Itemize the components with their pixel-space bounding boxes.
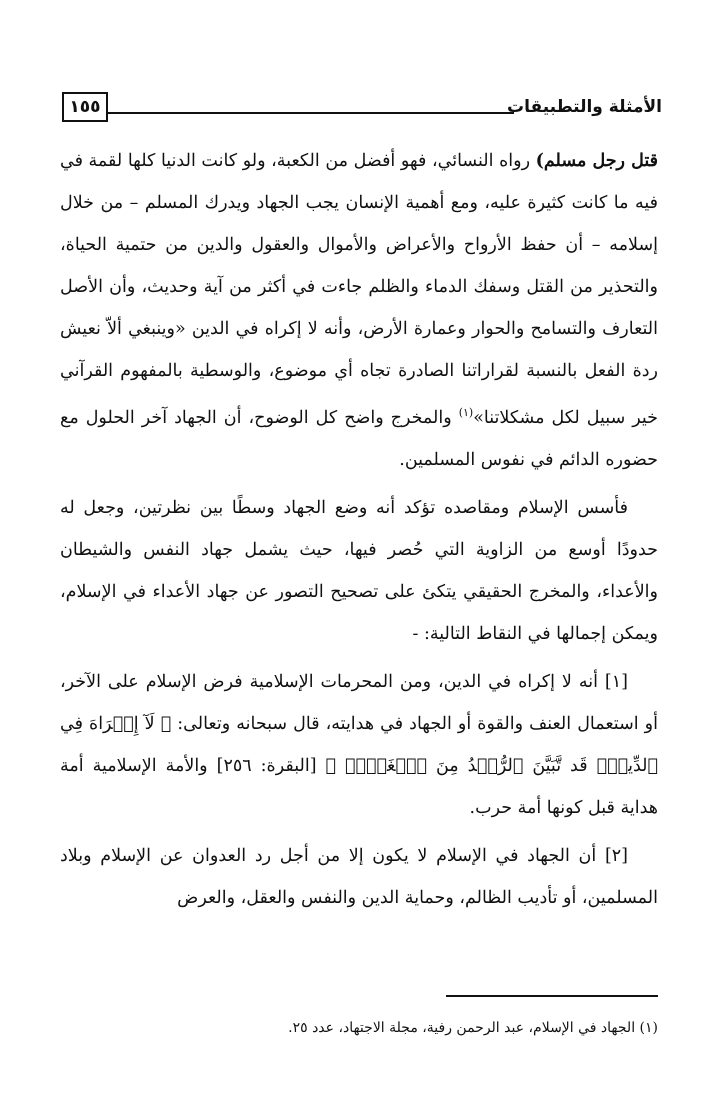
running-header bbox=[62, 92, 662, 128]
paragraph-1-text-after: والمخرج واضح كل الوضوح، أن الجهاد آخر الحلول مع حضوره الدائم في نفوس المسلمين. bbox=[60, 407, 658, 470]
paragraph-2: فأسس الإسلام ومقاصده تؤكد أنه وضع الجهاد وسطًا بين نظرتين، وجعل له حدودًا أوسع من الزاوية التي حُصر فيها، حيث يشمل جهاد النفس والشيطان والأعداء، والمخرج الحقيقي يتكئ على تصحيح التصور عن جهاد الأعداء في الإسلام، ويمكن إجمالها في النقاط التالية: - bbox=[60, 497, 658, 644]
paragraph-3-text-after: والأمة الإسلامية أمة هداية قبل كونها أمة حرب. bbox=[60, 755, 658, 818]
header-rule bbox=[108, 112, 514, 114]
paragraph-3-text: [١] أنه لا إكراه في الدين، ومن المحرمات الإسلامية فرض الإسلام على الآخر، أو استعمال العنف والقوة أو الجهاد في هدايته، قال سبحانه وتعالى: bbox=[60, 671, 658, 734]
paragraph-4: [٢] أن الجهاد في الإسلام لا يكون إلا من أجل رد العدوان عن الإسلام وبلاد المسلمين، أو تأديب الظالم، وحماية الدين والنفس والعقل، والعرض bbox=[60, 845, 658, 908]
chapter-title: الأمثلة والتطبيقات bbox=[507, 97, 662, 117]
quran-verse: ﴿ لَآ إِكۡرَاهَ فِي ٱلدِّينِۖ قَد تَّبَيَّنَ ٱلرُّشۡدُ مِنَ ٱلۡغَيِّۚ ﴾ bbox=[60, 713, 658, 776]
page-number: ١٥٥ bbox=[62, 92, 108, 122]
footnote-marker: (١) bbox=[458, 406, 474, 419]
paragraph-1 bbox=[60, 140, 658, 481]
main-text bbox=[60, 140, 658, 919]
verse-reference: [البقرة: ٢٥٦] bbox=[207, 755, 326, 776]
bold-lead: قتل رجل مسلم) bbox=[535, 151, 659, 171]
paragraph-3 bbox=[60, 661, 658, 829]
footnote: (١) الجهاد في الإسلام، عبد الرحمن رفية، مجلة الاجتهاد، عدد ٢٥. bbox=[288, 1020, 658, 1036]
footnote-rule bbox=[446, 995, 658, 997]
paragraph-1-text: رواه النسائي، فهو أفضل من الكعبة، ولو كانت الدنيا كلها لقمة في فيه ما كانت كثيرة عليه، ومع أهمية الإنسان يجب الجهاد ويدرك المسلم – من خلال إسلامه – أن حفظ الأرواح والأعراض والأموال والعقول والدين من حتمية الحياة، والتحذير من القتل وسفك الدماء والظلم جاءت في أكثر من آية وحديث، وأن الأصل التعارف والتسامح والحوار وعمارة الأرض، وأنه لا إكراه في الدين «وينبغي ألاّ نعيش ردة الفعل بالنسبة لقراراتنا الصادرة تجاه أي موضوع، والوسطية بالمفهوم القرآني خير سبيل لكل مشكلاتنا» bbox=[60, 151, 658, 428]
